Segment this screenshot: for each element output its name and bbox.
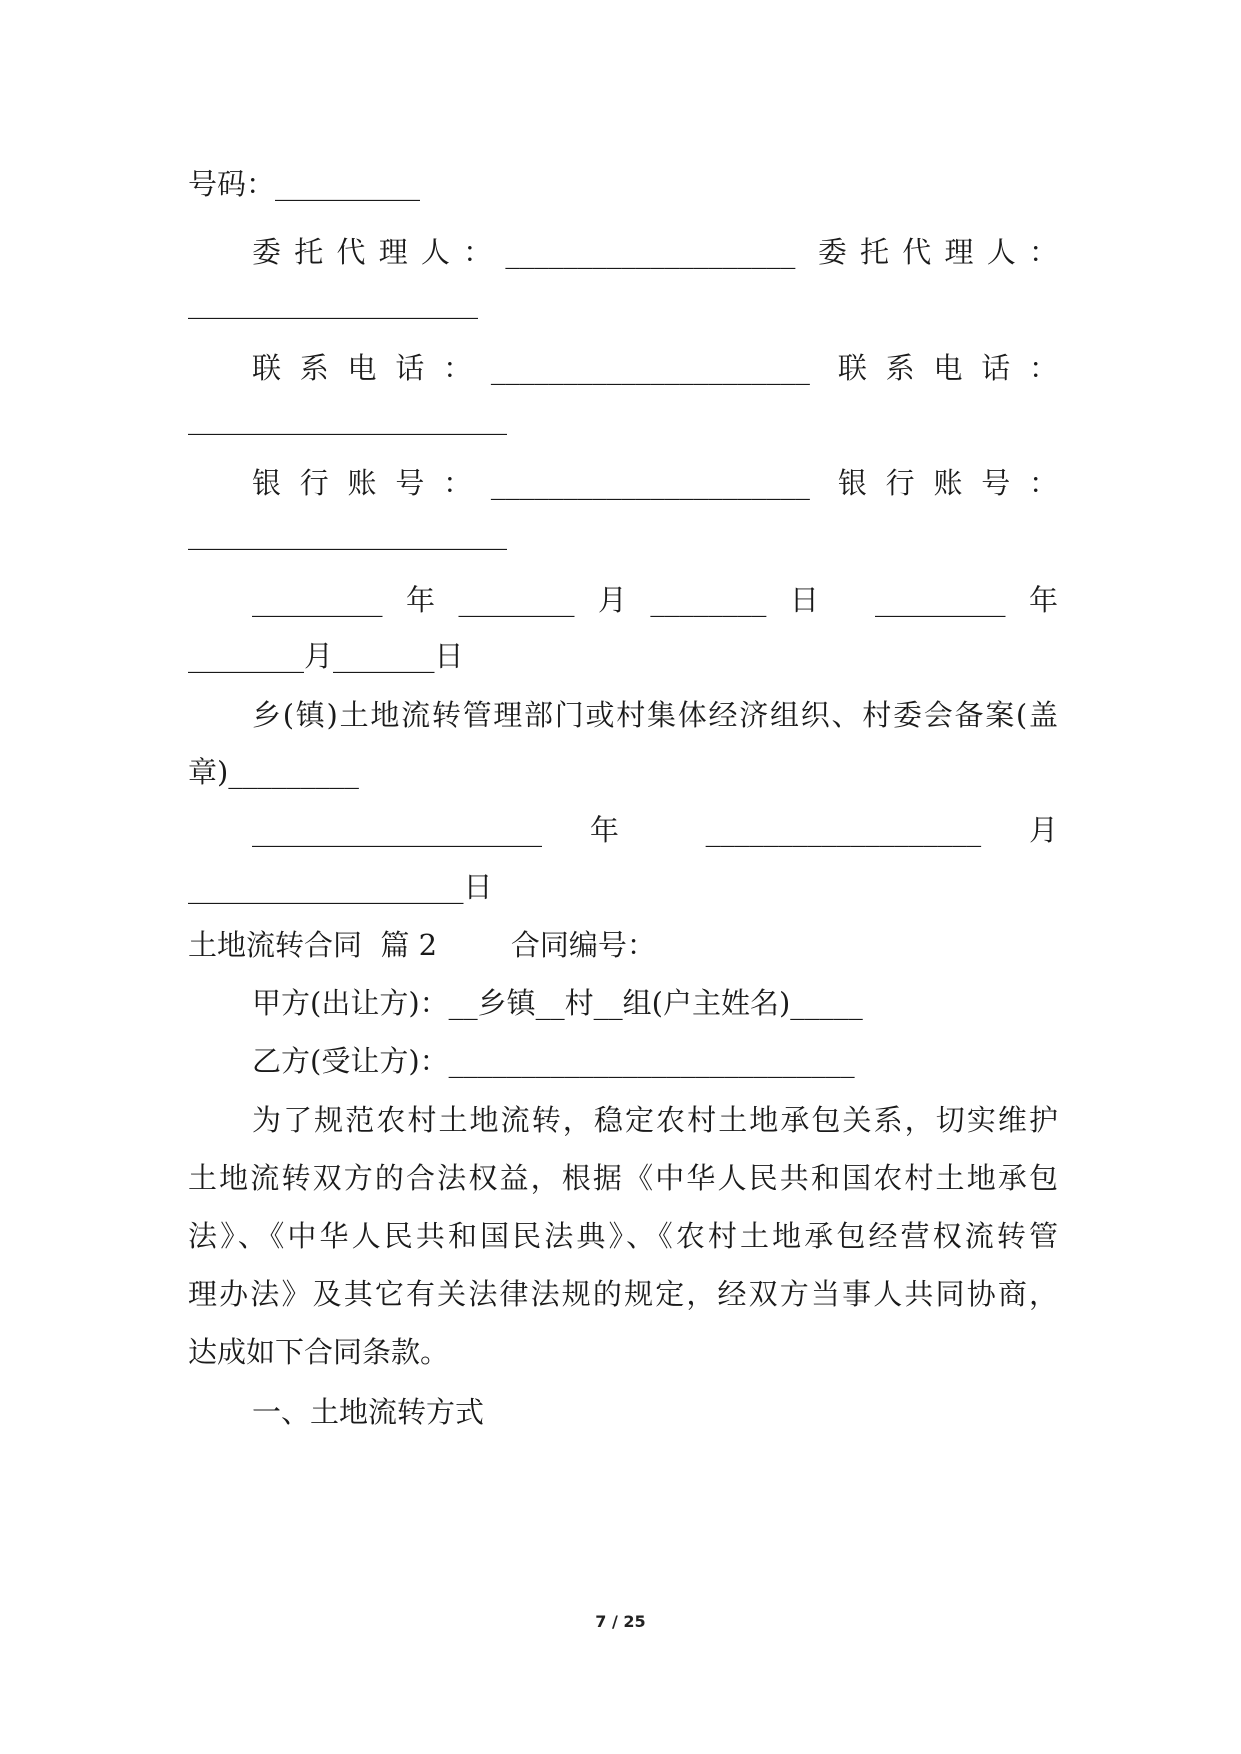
agent-line: 委托代理人：____________________ 委托代理人： (252, 235, 1058, 269)
filing-date-line-continued: ___________________日 (188, 870, 493, 904)
preamble-line-5: 达成如下合同条款。 (188, 1335, 450, 1369)
filing-line-continued: 章)_________ (188, 755, 359, 789)
section-heading: 一、土地流转方式 (252, 1395, 485, 1429)
bank-account-line-continued: ______________________ (188, 516, 507, 550)
agent-line-continued: ____________________ (188, 285, 478, 319)
party-b-line: 乙方(受让方)：____________________________ (252, 1044, 855, 1078)
date-line: _________年________月________日 _________年 (252, 583, 1058, 617)
contract-heading: 土地流转合同 篇 2 合同编号： (188, 928, 656, 962)
phone-line-continued: ______________________ (188, 401, 507, 435)
filing-line: 乡(镇)土地流转管理部门或村集体经济组织、村委会备案(盖 (252, 698, 1058, 732)
party-a-line: 甲方(出让方)：__乡镇__村__组(户主姓名)_____ (252, 986, 863, 1020)
preamble-line-1: 为了规范农村土地流转，稳定农村土地承包关系，切实维护 (252, 1103, 1058, 1137)
preamble-line-2: 土地流转双方的合法权益，根据《中华人民共和国农村土地承包 (188, 1161, 1058, 1195)
preamble-line-3: 法》、《中华人民共和国民法典》、《农村土地承包经营权流转管 (188, 1219, 1058, 1253)
preamble-line-4: 理办法》及其它有关法律法规的规定，经双方当事人共同协商， (188, 1277, 1058, 1311)
date-line-continued: ________月_______日 (188, 639, 464, 673)
filing-date-line: ____________________ 年 ___________________ 月 (252, 813, 1058, 847)
bank-account-line: 银行账号：______________________ 银行账号： (252, 466, 1058, 500)
phone-line: 联系电话：______________________ 联系电话： (252, 351, 1058, 385)
id-number-line: 号码：__________ (188, 167, 421, 201)
page-number: 7 / 25 (595, 1612, 646, 1631)
